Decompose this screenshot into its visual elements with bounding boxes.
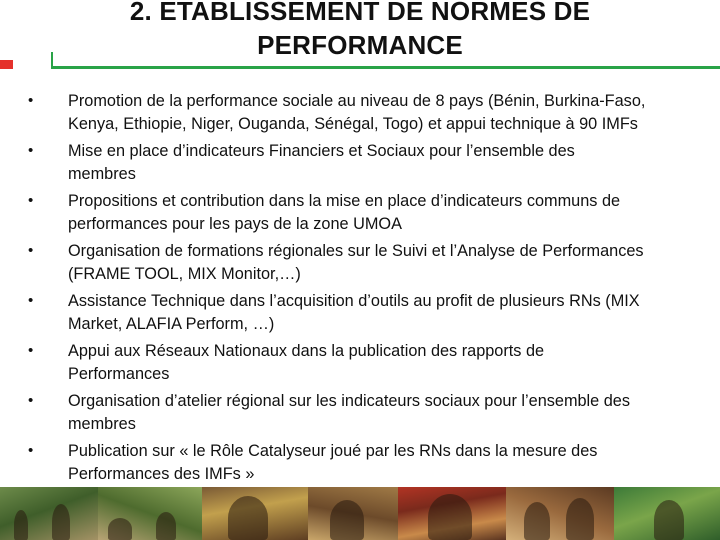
title-line-2: PERFORMANCE xyxy=(257,30,463,60)
footer-photo-4 xyxy=(308,487,398,540)
bullet-text-line2: Market, ALAFIA Perform, …) xyxy=(68,314,275,333)
bullet-text-line1: Publication sur « le Rôle Catalyseur joué par les RNs dans la mesure des xyxy=(68,442,598,460)
accent-bar xyxy=(0,60,13,69)
bullet-text-line1: Organisation d’atelier régional sur les indicateurs sociaux pour l’ensemble des xyxy=(68,392,631,410)
bullet-text-line1: Organisation de formations régionales sur le Suivi et l’Analyse de Performances xyxy=(68,242,644,260)
bullet-dot-icon: • xyxy=(28,92,34,109)
bullet-text-line1: Assistance Technique dans l’acquisition d’outils au profit de plusieurs RNs (MIX xyxy=(68,292,640,310)
bullet-text-line2: membres xyxy=(68,414,136,433)
bullet-dot-icon: • xyxy=(28,392,34,409)
title-line-1: 2. ETABLISSEMENT DE NORMES DE xyxy=(129,0,591,26)
footer-photo-6 xyxy=(506,487,614,540)
slide-title xyxy=(0,0,720,62)
bullet-dot-icon: • xyxy=(28,342,34,359)
bullet-dot-icon: • xyxy=(28,242,34,259)
bullet-item xyxy=(28,290,718,335)
bullet-text-line2: Performances des IMFs » xyxy=(68,464,255,483)
bullet-text-line1: Mise en place d’indicateurs Financiers et Sociaux pour l’ensemble des xyxy=(68,142,575,160)
bullet-text-line2: Kenya, Ethiopie, Niger, Ouganda, Sénégal, Togo) et appui technique à 90 IMFs xyxy=(68,114,638,133)
bullet-dot-icon: • xyxy=(28,442,34,459)
bullet-item xyxy=(28,90,718,135)
bullet-item xyxy=(28,440,718,485)
bullet-text-line1: Appui aux Réseaux Nationaux dans la publication des rapports de xyxy=(68,342,545,360)
bullet-text-line1: Propositions et contribution dans la mise en place d’indicateurs communs de xyxy=(68,192,621,210)
bullet-text-line2: (FRAME TOOL, MIX Monitor,…) xyxy=(68,264,301,283)
footer-photo-7 xyxy=(614,487,720,540)
bullet-dot-icon: • xyxy=(28,142,34,159)
footer-photo-5 xyxy=(398,487,506,540)
footer-photo-2 xyxy=(98,487,202,540)
bullet-dot-icon: • xyxy=(28,292,34,309)
footer-photo-strip xyxy=(0,487,720,540)
footer-photo-3 xyxy=(202,487,308,540)
bullet-item xyxy=(28,390,718,435)
bullet-text-line2: Performances xyxy=(68,364,170,383)
bullet-list xyxy=(28,90,718,490)
bullet-text-line2: performances pour les pays de la zone UMOA xyxy=(68,214,402,233)
bullet-text-line1: Promotion de la performance sociale au niveau de 8 pays (Bénin, Burkina-Faso, xyxy=(68,92,646,110)
bullet-dot-icon: • xyxy=(28,192,34,209)
bullet-item xyxy=(28,140,718,185)
footer-photo-1 xyxy=(0,487,98,540)
bullet-text-line2: membres xyxy=(68,164,136,183)
bullet-item xyxy=(28,240,718,285)
title-underline-rule xyxy=(51,66,720,69)
bullet-item xyxy=(28,340,718,385)
bullet-item xyxy=(28,190,718,235)
